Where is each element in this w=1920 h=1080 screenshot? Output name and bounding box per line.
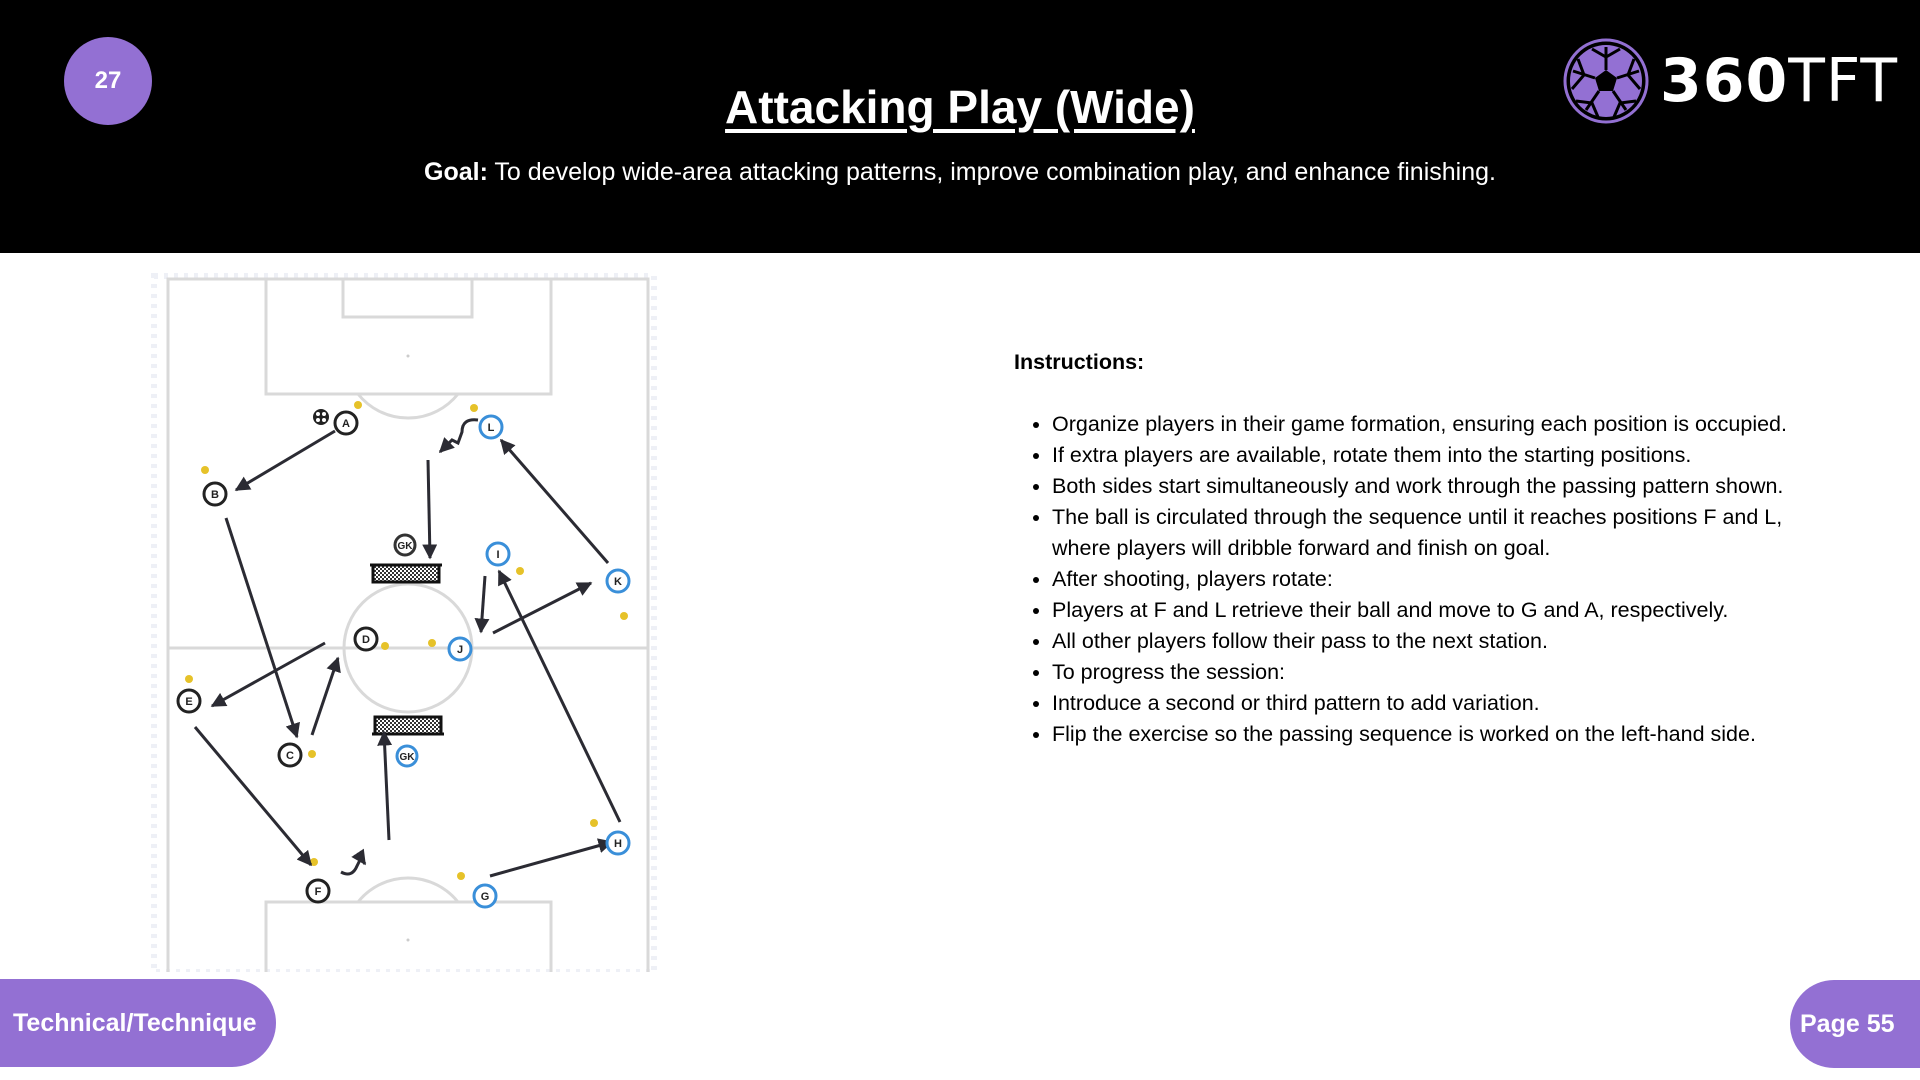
svg-text:D: D (362, 634, 370, 646)
list-item: • Flip the exercise so the passing sequence is worked on the left-hand side. (1052, 719, 1794, 750)
goalkeeper-blue (397, 746, 417, 766)
logo-text-light: TFT (1788, 46, 1899, 116)
svg-text:L: L (487, 422, 495, 434)
mini-goal-bottom (372, 717, 444, 734)
goal-label: Goal: (424, 158, 488, 186)
svg-text:J: J (456, 644, 464, 656)
player-l (480, 416, 502, 438)
list-item: • All other players follow their pass to the next station. (1052, 626, 1794, 657)
list-item: • Introduce a second or third pattern to add variation. (1052, 688, 1794, 719)
list-item: • Organize players in their game formation, ensuring each position is occupied. (1052, 409, 1794, 440)
instructions-panel (1014, 347, 1794, 750)
ball-icon (313, 409, 329, 425)
svg-text:H: H (614, 838, 622, 850)
list-item: • To progress the session: (1052, 657, 1794, 688)
instructions-heading: Instructions: (1014, 350, 1145, 374)
player-c (279, 744, 301, 766)
cones (185, 401, 628, 880)
player-e (178, 690, 200, 712)
category-tag: Technical/Technique (0, 979, 276, 1067)
player-j (449, 638, 471, 660)
player-d (355, 628, 377, 650)
list-item: • The ball is circulated through the sequence until it reaches positions F and L, where players will dribble forward and finish on goal. (1052, 502, 1794, 564)
svg-text:I: I (496, 549, 500, 561)
svg-text:K: K (614, 576, 622, 588)
pass-arrows (195, 431, 620, 876)
player-a (335, 412, 357, 434)
list-item: • Both sides start simultaneously and work through the passing pattern shown. (1052, 471, 1794, 502)
logo-wordmark (1660, 46, 1898, 116)
svg-text:G: G (480, 891, 490, 903)
svg-text:C: C (286, 750, 294, 762)
dark-team-players (178, 412, 415, 902)
drill-diagram (150, 270, 660, 972)
list-item: • If extra players are available, rotate them into the starting positions. (1052, 440, 1794, 471)
goal-text (0, 158, 1920, 187)
player-b (204, 483, 226, 505)
instructions-list (1014, 409, 1794, 750)
svg-text:E: E (185, 696, 193, 708)
blue-team-players (397, 416, 629, 907)
svg-text:A: A (342, 418, 350, 430)
goal-description: To develop wide-area attacking patterns, improve combination play, and enhance finishing. (487, 158, 1496, 186)
soccer-ball-icon (1562, 37, 1650, 125)
player-g (474, 885, 496, 907)
svg-text:GK: GK (399, 752, 415, 763)
goalkeeper-dark (395, 535, 415, 555)
mini-goal-top (370, 565, 442, 582)
list-item: • Players at F and L retrieve their ball and move to G and A, respectively. (1052, 595, 1794, 626)
svg-text:F: F (314, 886, 322, 898)
pitch-lines (168, 279, 648, 972)
header-bar (0, 0, 1920, 253)
svg-text:GK: GK (397, 541, 413, 552)
page-number-tag: Page 55 (1790, 980, 1920, 1068)
brand-logo (1562, 37, 1898, 125)
player-f (307, 880, 329, 902)
player-i (487, 543, 509, 565)
player-k (607, 570, 629, 592)
logo-text-bold: 360 (1660, 46, 1789, 116)
page-number-badge: 27 (64, 37, 152, 125)
svg-text:B: B (211, 489, 219, 501)
list-item: • After shooting, players rotate: (1052, 564, 1794, 595)
player-h (607, 832, 629, 854)
pitch-dotted-border (154, 276, 654, 972)
page-title: Attacking Play (Wide) (725, 81, 1195, 133)
